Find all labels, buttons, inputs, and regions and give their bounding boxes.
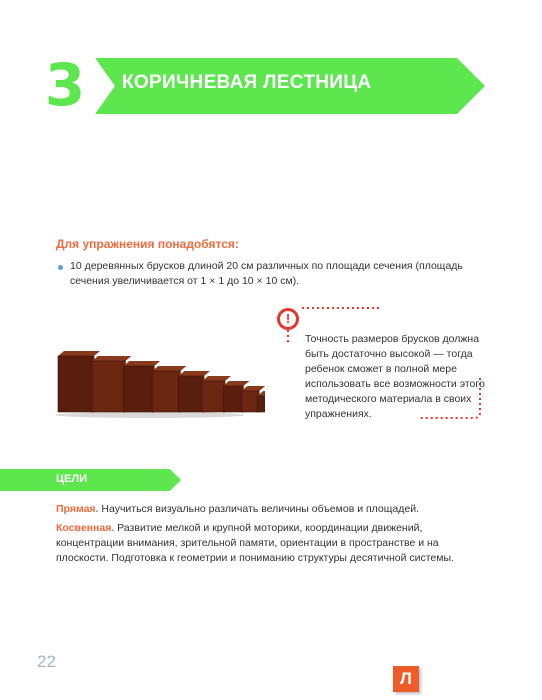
goal-direct-text: Научиться визуально различать величины объемов и площадей. bbox=[101, 503, 419, 515]
goal-indirect bbox=[56, 521, 491, 566]
warning-text: Точность размеров брусков должна быть достаточно высокой — тогда ребенок сможет в полной мере использовать все возможности этого методического материала в своих упражнениях. bbox=[305, 333, 485, 420]
goal-indirect-label: Косвенная. bbox=[56, 522, 115, 534]
publisher-logo-letter: Л bbox=[400, 669, 412, 688]
chapter-header-arrow bbox=[457, 58, 485, 114]
chapter-number: 3 bbox=[44, 51, 86, 119]
exclamation-icon: ! bbox=[285, 311, 291, 326]
chapter-title: КОРИЧНЕВАЯ ЛЕСТНИЦА bbox=[122, 72, 372, 93]
goal-direct-label: Прямая. bbox=[56, 503, 99, 515]
goal-indirect-text: Развитие мелкой и крупной моторики, координации движений, концентрации внимания, зрительной памяти, ориентации в пространстве и на плоскости. Подготовка к геометрии и пониманию структуры десятичной системы. bbox=[56, 522, 454, 564]
bullet-icon bbox=[58, 265, 63, 270]
page-number: 22 bbox=[37, 652, 56, 671]
goal-direct bbox=[56, 502, 491, 517]
brown-stair-photo bbox=[50, 350, 265, 420]
materials-heading: Для упражнения понадобятся: bbox=[56, 237, 239, 251]
stair-shadow bbox=[55, 412, 245, 418]
goals-header-arrow bbox=[170, 469, 181, 491]
materials-item: 10 деревянных брусков длиной 20 см различных по площади сечения (площадь сечения увеличивается от 1 × 1 до 10 × 10 см). bbox=[70, 260, 463, 287]
goals-title: ЦЕЛИ bbox=[56, 473, 87, 485]
